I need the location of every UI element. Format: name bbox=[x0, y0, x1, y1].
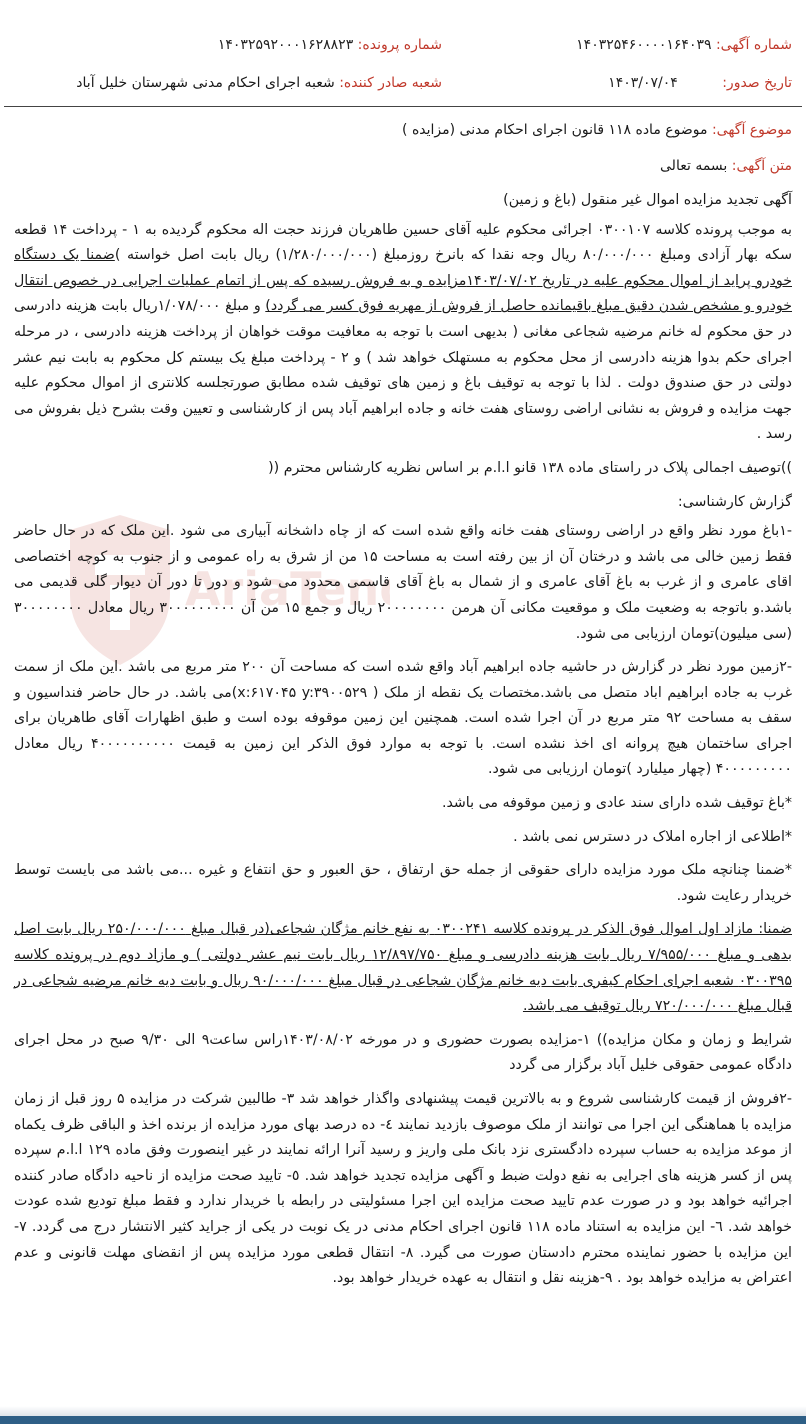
ad-title: آگهی تجدید مزایده اموال غیر منقول (باغ و زمین) bbox=[503, 192, 792, 208]
ad-body bbox=[14, 188, 792, 1300]
issuer-row bbox=[76, 70, 442, 96]
paragraph-garden: -۱باغ مورد نظر واقع در اراضی روستای هفت خانه واقع شده است که از چاه داشخانه آبیاری می شود .این ملک که در حال حاضر فقط زمین خالی می باشد و درختان آن از بین رفته است به مساحت ۱۵ من از شرق به راه عمومی و از جنوب به کوچه اختصاصی اقای عامری و از غرب به باغ آقای عامری و از شمال به باغ آقای قاسمی محدود می شود و دور تا دور آن دیوار گلی قدیمی می باشد.و باتوجه به وضعیت ملک و موقعیت مکانی آن هرمن ۲۰۰۰۰۰۰۰۰ ریال و جمع ۱۵ من آن ۳۰۰۰۰۰۰۰۰۰ ریال معادل ۳۰۰۰۰۰۰۰۰ (سی میلیون)تومان ارزیابی می شود. bbox=[14, 523, 792, 642]
paragraph-conditions: شرایط و زمان و مکان مزایده)) ۱-مزایده بصورت حضوری و در مورخه ۱۴۰۳/۰۸/۰۲راس ساعت۹ الی ۹/۳۰ صبح در محل اجرای دادگاه عمومی حقوقی خلیل آباد برگزار می گردد bbox=[14, 1031, 792, 1074]
bottom-bar bbox=[0, 1416, 806, 1424]
paragraph-surplus: ضمنا: مازاد اول اموال فوق الذکر در پرونده کلاسه ۰۳۰۰۲۴۱ به نفع خانم مژگان شجاعی(در قبال مبلغ ۲۵۰/۰۰۰/۰۰۰ ریال بابت اصل بدهی و مبلغ ۷/۹۵۵/۰۰۰ ریال بابت هزینه دادرسی و مبلغ ۱۲/۸۹۷/۷۵۰ ریال بابت نیم عشر دولتی ) و مازاد دوم در پرونده کلاسه ۰۳۰۰۳۹۵ شعبه اجرای احکام کیفری بابت دیه خانم مژگان شجاعی در قبال مبلغ ۹۰/۰۰۰/۰۰۰ ریال و بابت دیه خانم مرضیه شجاعی در قبال مبلغ ۷۲۰/۰۰۰/۰۰۰ ریال توقیف می باشد. bbox=[14, 921, 793, 1015]
paragraph-note-lease: *اطلاعی از اجاره املاک در دسترس نمی باشد . bbox=[513, 828, 792, 845]
paragraph-intro-underlined: ضمنا یک دستگاه خودرو پراید از اموال محکوم علیه در تاریخ ۱۴۰۳/۰۷/۰۲مزایده و به فروش رسیده که پس از اتمام عملیات اجرایی در خصوص انتقال خودرو و مشخص شدن دقیق مبلغ باقیمانده حاصل از فروش از مهریه فوق کسر می گردد) bbox=[14, 247, 792, 315]
case-number-row bbox=[218, 32, 442, 58]
text-row bbox=[14, 154, 792, 178]
case-number-value: ۱۴۰۳۲۵۹۲۰۰۰۱۶۲۸۸۲۳ bbox=[217, 37, 354, 53]
text-value: بسمه تعالی bbox=[660, 158, 728, 174]
issue-date-value: ۱۴۰۳/۰۷/۰۴ bbox=[608, 75, 678, 91]
paragraph-intro-b: و مبلغ ۱/۰۷۸/۰۰۰ریال بابت هزینه دادرسی در حق محکوم له خانم مرضیه شجاعی مغانی ( بدیهی است با توجه به معافیت موقت خواهان از پرداخت هزینه دادرسی ، در مرحله اجرای حکم بدوا هزینه دادرسی از محل محکوم به مستهلک خواهد شد ) و ۲ - پرداخت مبلغ یک بیستم کل محکوم به بابت نیم عشر دولتی در حق صندوق دولت . لذا با توجه به توقیف باغ و زمین های توقیف شده مطابق صورتجلسه کلانتری از اموال محکوم علیه جهت مزایده و فروش به نشانی اراضی روستای هفت خانه و جاده ابراهیم آباد پس از کارشناسی و تعیین وقت بشرح ذیل بفروش می رسد . bbox=[14, 298, 792, 443]
paragraph-land: -۲زمین مورد نظر در گزارش در حاشیه جاده ابراهیم آباد واقع شده است که مساحت آن ۲۰۰ متر مربع می باشد .این ملک از سمت غرب به جاده ابراهیم اباد متصل می باشد.مختصات یک نقطه از ملک ( x:۶۱۷۰۴۵ y:۳۹۰۰۵۲۹)می باشد. در حال حاضر فنداسیون و سقف به مساحت ۹۲ متر مربع در آن اجرا شده است. همچنین این زمین موقوفه بوده است و طبق اظهارات آقای طاهریان برای اجرای ساختمان هیچ پروانه ای اخذ نشده است. با توجه به موارد فوق الذکر این زمین به قیمت ۴۰۰۰۰۰۰۰۰۰۰ ریال معادل ۴۰۰۰۰۰۰۰۰۰ (چهار میلیارد )تومان ارزیابی می شود. bbox=[14, 659, 793, 778]
issuer-value: شعبه اجرای احکام مدنی شهرستان خلیل آباد bbox=[76, 75, 335, 91]
watermark-text: AriaTen bbox=[185, 562, 380, 616]
paragraph-terms: -۲فروش از قیمت کارشناسی شروع و به بالاترین قیمت پیشنهادی واگذار خواهد شد ۳- طالبین شرکت در مزایده ۵ روز قبل از زمان مزایده با هماهنگی این اجرا می توانند از ملک موصوف بازدید نمایند ٤- ده درصد بهای مورد مزایده از برنده اخذ و الباقی ظرف یکماه از موعد مزایده به حساب سپرده دادگستری نزد بانک ملی واریز و رسید آنرا ارائه نمایند در غیر اینصورت وفق ماده ۱۲۹ ا.ا.م سپرده پس از کسر هزینه های اجرایی به نفع دولت ضبط و آگهی مزایده تجدید خواهد شد. ٥- تایید صحت مزایده از ناحیه دادگاه صادر کننده اجرائیه خواهد بود و در صورت عدم تایید صحت مزایده این اجرا مسئولیتی در رابطه با خریدار ندارد و فقط مبلغ تودیع شده عودت خواهد شد. ٦- این مزایده به استناد ماده ۱۱۸ قانون اجرای احکام مدنی در یک نوبت در یکی از جراید کثیر الانتشار درج می گردد. ۷- این مزایده با حضور نماینده محترم دادستان صورت می گیرد. ۸- انتقال قطعی مورد مزایده پس از انقضای مهلت قانونی و عدم اعتراض به مزایده خواهد بود . ۹-هزینه نقل و انتقال به عهده خریدار خواهد بود. bbox=[14, 1091, 792, 1287]
paragraph-intro-a: به موجب پرونده کلاسه ۰۳۰۰۱۰۷ اجرائی محکوم علیه آقای حسین طاهریان فرزند حجت اله محکوم گردیده به ۱ - پرداخت ۱۴ قطعه سکه بهار آزادی ومبلغ ۸۰/۰۰۰/۰۰۰ ریال وجه نقدا که بانرخ روزمبلغ (۱/۲۸۰/۰۰۰/۰۰۰) ریال بابت اصل خواسته ) bbox=[14, 221, 792, 264]
paragraph-description: ))توصیف اجمالی پلاک در راستای ماده ۱۳۸ قانو ا.ا.م بر اساس نظریه کارشناس محترم (( bbox=[268, 459, 792, 476]
header-divider bbox=[4, 106, 802, 107]
text-label: متن آگهی: bbox=[731, 158, 792, 174]
paragraph-expert-heading: گزارش کارشناسی: bbox=[677, 493, 792, 510]
ad-number-label: شماره آگهی: bbox=[715, 37, 792, 53]
subject-row bbox=[14, 118, 792, 142]
issue-date-label: تاریخ صدور: bbox=[722, 75, 792, 91]
subject-label: موضوع آگهی: bbox=[711, 122, 792, 138]
paragraph-intro bbox=[14, 218, 792, 448]
paragraph-note-rights: *ضمنا چنانچه ملک مورد مزایده دارای حقوقی از جمله حق ارتفاق ، حق العبور و حق انتفاع و غیره ...می باشد می بایست توسط خریدار رعایت شود. bbox=[14, 862, 792, 904]
subject-value: موضوع ماده ۱۱۸ قانون اجرای احکام مدنی (مزایده ) bbox=[402, 122, 708, 138]
issue-date-row bbox=[608, 70, 792, 96]
issuer-label: شعبه صادر کننده: bbox=[339, 75, 442, 91]
bottom-shadow bbox=[0, 1406, 806, 1416]
paragraph-note-deed: *باغ توقیف شده دارای سند عادی و زمین موقوفه می باشد. bbox=[441, 795, 792, 812]
ad-number-value: ۱۴۰۳۲۵۴۶۰۰۰۰۱۶۴۰۳۹ bbox=[576, 37, 712, 53]
ad-number-row bbox=[576, 32, 792, 58]
case-number-label: شماره پرونده: bbox=[357, 37, 442, 53]
